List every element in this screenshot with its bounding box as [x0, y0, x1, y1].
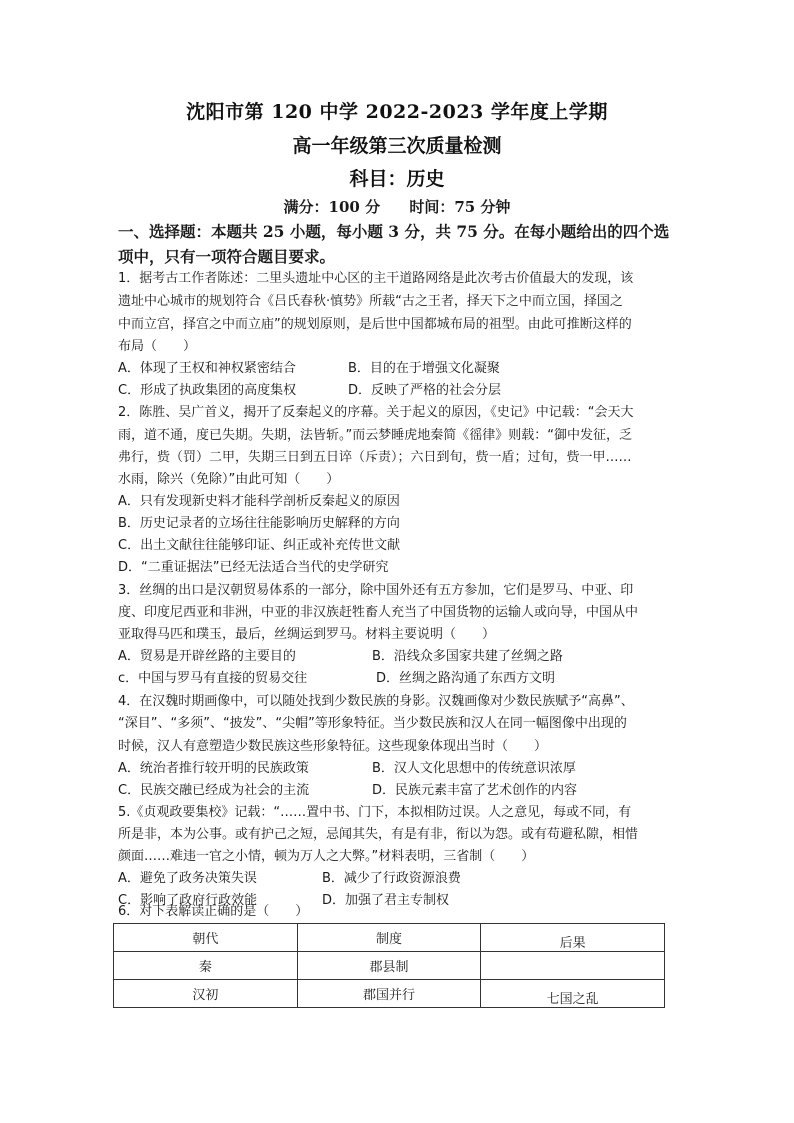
question-5-line: 5.《贞观政要集校》记载：“……置中书、门下，本拟相防过误。人之意见，每或不同，有	[118, 805, 632, 820]
score-label: 满分：100 分	[283, 198, 381, 216]
question-5-option-d: D．加强了君主专制权	[322, 893, 450, 908]
question-1-line: 1．据考古工作者陈述：二里头遗址中心区的主干道路网络是此次考古价值最大的发现，该	[118, 271, 634, 286]
table-cell: 七国之乱	[481, 980, 665, 1008]
question-4-option-d: D．民族元素丰富了艺术创作的内容	[372, 783, 578, 798]
exam-subject: 科目：历史	[349, 168, 445, 190]
question-2-line: 雨，道不通，度已失期。失期，法皆斩。”而云梦睡虎地秦简《徭律》则载：“御中发征，乏	[118, 428, 632, 443]
question-5-option-a: A．避免了政务决策失误	[118, 871, 257, 886]
question-2-option-a: A．只有发现新史料才能科学剖析反秦起义的原因	[118, 494, 400, 509]
question-1-option-a: A．体现了王权和神权紧密结合	[118, 361, 296, 376]
table-cell	[481, 952, 665, 980]
table-cell: 秦	[114, 952, 298, 980]
exam-subtitle: 高一年级第三次质量检测	[292, 135, 502, 157]
question-3-option-d: D．丝绸之路沟通了东西方文明	[376, 671, 556, 686]
table-cell: 郡县制	[297, 952, 481, 980]
dynasty-table	[113, 923, 665, 1008]
question-3-option-b: B．沿线众多国家共建了丝绸之路	[372, 649, 563, 664]
section-heading: 一、选择题：本题共 25 小题，每小题 3 分，共 75 分。在每小题给出的四个选	[118, 222, 670, 241]
table-cell: 汉初	[114, 980, 298, 1008]
question-1-line: 布局（ ）	[118, 339, 197, 354]
question-3-option-a: A．贸易是开辟丝路的主要目的	[118, 649, 296, 664]
question-2-line: 弗行，赀（罚）二甲，失期三日到五日谇（斥责）；六日到旬，赀一盾；过旬，赀一甲……	[118, 450, 632, 465]
question-2-option-c: C．出土文献往往能够印证、纠正或补充传世文献	[118, 538, 401, 553]
question-1-line: 遗址中心城市的规划符合《吕氏春秋·慎势》所载“古之王者，择天下之中而立国，择国之	[118, 294, 623, 309]
question-3-line: 亚取得马匹和璞玉，最后，丝绸运到罗马。材料主要说明（ ）	[118, 627, 496, 642]
table-header-row	[114, 924, 665, 952]
question-6-stem: 6．对下表解读正确的是（ ）	[118, 904, 309, 919]
question-5-line: 颜面……难违一官之小情，顿为万人之大弊。”材料表明，三省制（ ）	[118, 849, 535, 864]
table-header-cell: 制度	[297, 924, 481, 952]
time-label: 时间：75 分钟	[409, 198, 511, 216]
table-header-cell: 朝代	[114, 924, 298, 952]
question-2-line: 水雨，除兴（免除）”由此可知（ ）	[118, 472, 340, 487]
exam-meta	[0, 196, 794, 217]
question-4-option-a: A．统治者推行较开明的民族政策	[118, 761, 309, 776]
question-2-option-d: D．“二重证据法”已经无法适合当代的史学研究	[118, 560, 389, 575]
question-3-option-c: c．中国与罗马有直接的贸易交往	[118, 671, 308, 686]
question-1-option-b: B．目的在于增强文化凝聚	[348, 361, 500, 376]
question-4-line: 时候，汉人有意塑造少数民族这些形象特征。这些现象体现出当时（ ）	[118, 739, 548, 754]
table-row	[114, 952, 665, 980]
question-5-option-b: B．减少了行政资源浪费	[322, 871, 461, 886]
exam-title: 沈阳市第 120 中学 2022-2023 学年度上学期	[186, 101, 608, 123]
question-5-option-c: C．影响了政府行政效能	[118, 893, 258, 908]
question-2-option-b: B．历史记录者的立场往往能影响历史解释的方向	[118, 516, 400, 531]
question-4-option-b: B．汉人文化思想中的传统意识浓厚	[372, 761, 576, 776]
question-1-option-c: C．形成了执政集团的高度集权	[118, 383, 297, 398]
question-4-option-c: C．民族交融已经成为社会的主流	[118, 783, 310, 798]
table-cell: 郡国并行	[297, 980, 481, 1008]
question-1-option-d: D．反映了严格的社会分层	[348, 383, 502, 398]
question-4-line: “深目”、“多须”、“披发”、“尖帽”等形象特征。当少数民族和汉人在同一幅图像中出现的	[118, 716, 627, 731]
section-heading-cont: 项中，只有一项符合题目要求。	[118, 247, 336, 266]
question-5-line: 所是非，本为公事。或有护己之短，忌闻其失，有是有非，衔以为怨。或有苟避私隙，相惜	[118, 827, 639, 842]
question-2-line: 2．陈胜、吴广首义，揭开了反秦起义的序幕。关于起义的原因，《史记》中记载：“会天大	[118, 405, 634, 420]
table-row	[114, 980, 665, 1008]
question-4-line: 4．在汉魏时期画像中，可以随处找到少数民族的身影。汉魏画像对少数民族赋予“高鼻”、	[118, 694, 634, 709]
question-1-line: 中而立宫，择宫之中而立庙”的规划原则，是后世中国都城布局的祖型。由此可推断这样的	[118, 317, 632, 332]
table-header-cell: 后果	[481, 924, 665, 952]
question-3-line: 3．丝绸的出口是汉朝贸易体系的一部分，除中国外还有五方参加，它们是罗马、中亚、印	[118, 583, 634, 598]
question-3-line: 度、印度尼西亚和非洲，中亚的非汉族赶牲畜人充当了中国货物的运输人或向导，中国从中	[118, 605, 639, 620]
